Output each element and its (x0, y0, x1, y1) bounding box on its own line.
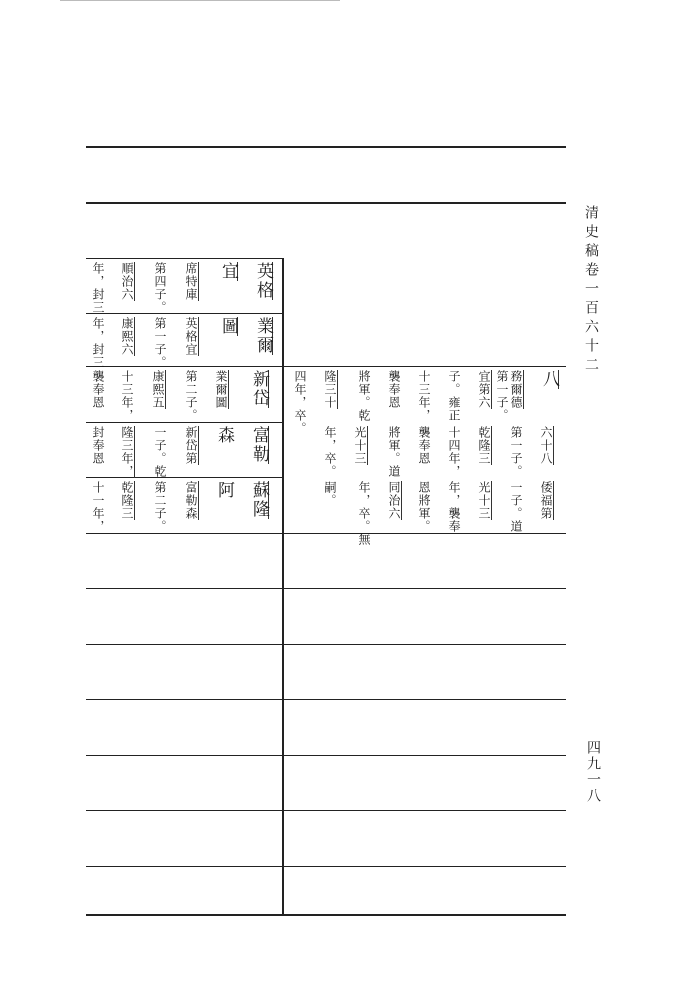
rule-11 (86, 866, 566, 867)
entry-line: 將軍。道 (387, 426, 401, 478)
entry-name: 英格 (253, 262, 273, 300)
entry-line: 一子。道 (509, 481, 523, 533)
entry-line: 康熙五 (151, 370, 165, 409)
entry-line: 將軍。乾 (357, 370, 371, 422)
entry-sub-name: 阿 (214, 481, 234, 500)
book-title: 清史稿卷一百六十二 (583, 205, 599, 376)
entry-name: 蘇隆 (249, 481, 269, 519)
entry-line: 英格宜 (184, 317, 198, 356)
entry-line: 第一子。 (495, 370, 509, 422)
rule-9 (86, 755, 566, 756)
rule-8 (86, 699, 566, 700)
entry-line: 年，卒。無 (357, 481, 371, 546)
rule-10 (86, 810, 566, 811)
entry-name: 富勒 (249, 426, 269, 464)
rule-7 (86, 644, 566, 645)
rule-left-1 (86, 313, 282, 314)
entry-name: 新岱 (249, 370, 269, 408)
entry-sub-name: 圖 (218, 317, 238, 336)
entry-line: 十四年， (447, 426, 461, 478)
entry-line: 嗣。 (323, 481, 337, 507)
column-divider (282, 258, 284, 914)
rule-left-4 (86, 477, 282, 478)
entry-line: 同治六 (387, 481, 401, 520)
entry-line: 六十八 (539, 426, 553, 465)
entry-line: 十一年， (91, 481, 105, 533)
entry-line: 年，卒。 (323, 426, 337, 478)
entry-line: 恩將軍。 (417, 481, 431, 533)
entry-line: 第一子。 (509, 426, 523, 478)
entry-line: 光十三 (353, 426, 367, 465)
entry-line: 宜第六 (477, 370, 491, 409)
entry-line: 乾隆三 (120, 481, 134, 520)
entry-line: 十三年， (417, 370, 431, 422)
top-scan-line (60, 0, 340, 1)
entry-line: 光十三 (477, 481, 491, 520)
entry-line: 隆三年， (120, 426, 134, 478)
rule-top (86, 146, 566, 148)
entry-line: 第二子。 (184, 370, 198, 422)
entry-line: 封奉恩 (91, 426, 105, 465)
entry-line: 襲奉恩 (417, 426, 431, 465)
entry-line: 務爾德 (509, 370, 523, 409)
entry-line: 襲奉恩 (91, 370, 105, 409)
rule-6 (86, 588, 566, 589)
entry-line: 年，襲奉 (447, 481, 461, 533)
entry-name: 八 (539, 370, 559, 389)
rule-bottom (86, 914, 566, 916)
entry-line: 富勒森 (184, 481, 198, 520)
rule-left-0 (86, 258, 282, 259)
entry-line: 倭福第 (539, 481, 553, 520)
rule-left-3 (86, 422, 282, 423)
entry-line: 十三年， (120, 370, 134, 422)
entry-line: 一子。乾 (153, 426, 167, 478)
entry-line: 順治六 (120, 262, 134, 301)
entry-line: 席特庫 (184, 262, 198, 301)
entry-line: 四年，卒。 (293, 370, 307, 435)
page-number: 四九一八 (585, 740, 601, 804)
entry-line: 乾隆三 (477, 426, 491, 465)
rule-header (86, 202, 566, 204)
entry-line: 襲奉恩 (387, 370, 401, 409)
entry-line: 業爾圖 (214, 370, 228, 409)
rule-5 (86, 533, 566, 534)
entry-line: 第一子。 (153, 317, 167, 369)
entry-line: 隆三十 (323, 370, 337, 409)
entry-sub-name: 森 (214, 426, 234, 445)
entry-line: 第二子。 (153, 481, 167, 533)
entry-line: 子。雍正 (447, 370, 461, 422)
entry-line: 康熙六 (120, 317, 134, 356)
entry-line: 第四子。 (153, 262, 167, 314)
entry-sub-name: 宜 (218, 262, 238, 281)
entry-line: 年，封三 (91, 317, 105, 369)
entry-name: 業爾 (253, 317, 273, 355)
entry-line: 年，封三 (91, 262, 105, 314)
entry-line: 新岱第 (184, 426, 198, 465)
